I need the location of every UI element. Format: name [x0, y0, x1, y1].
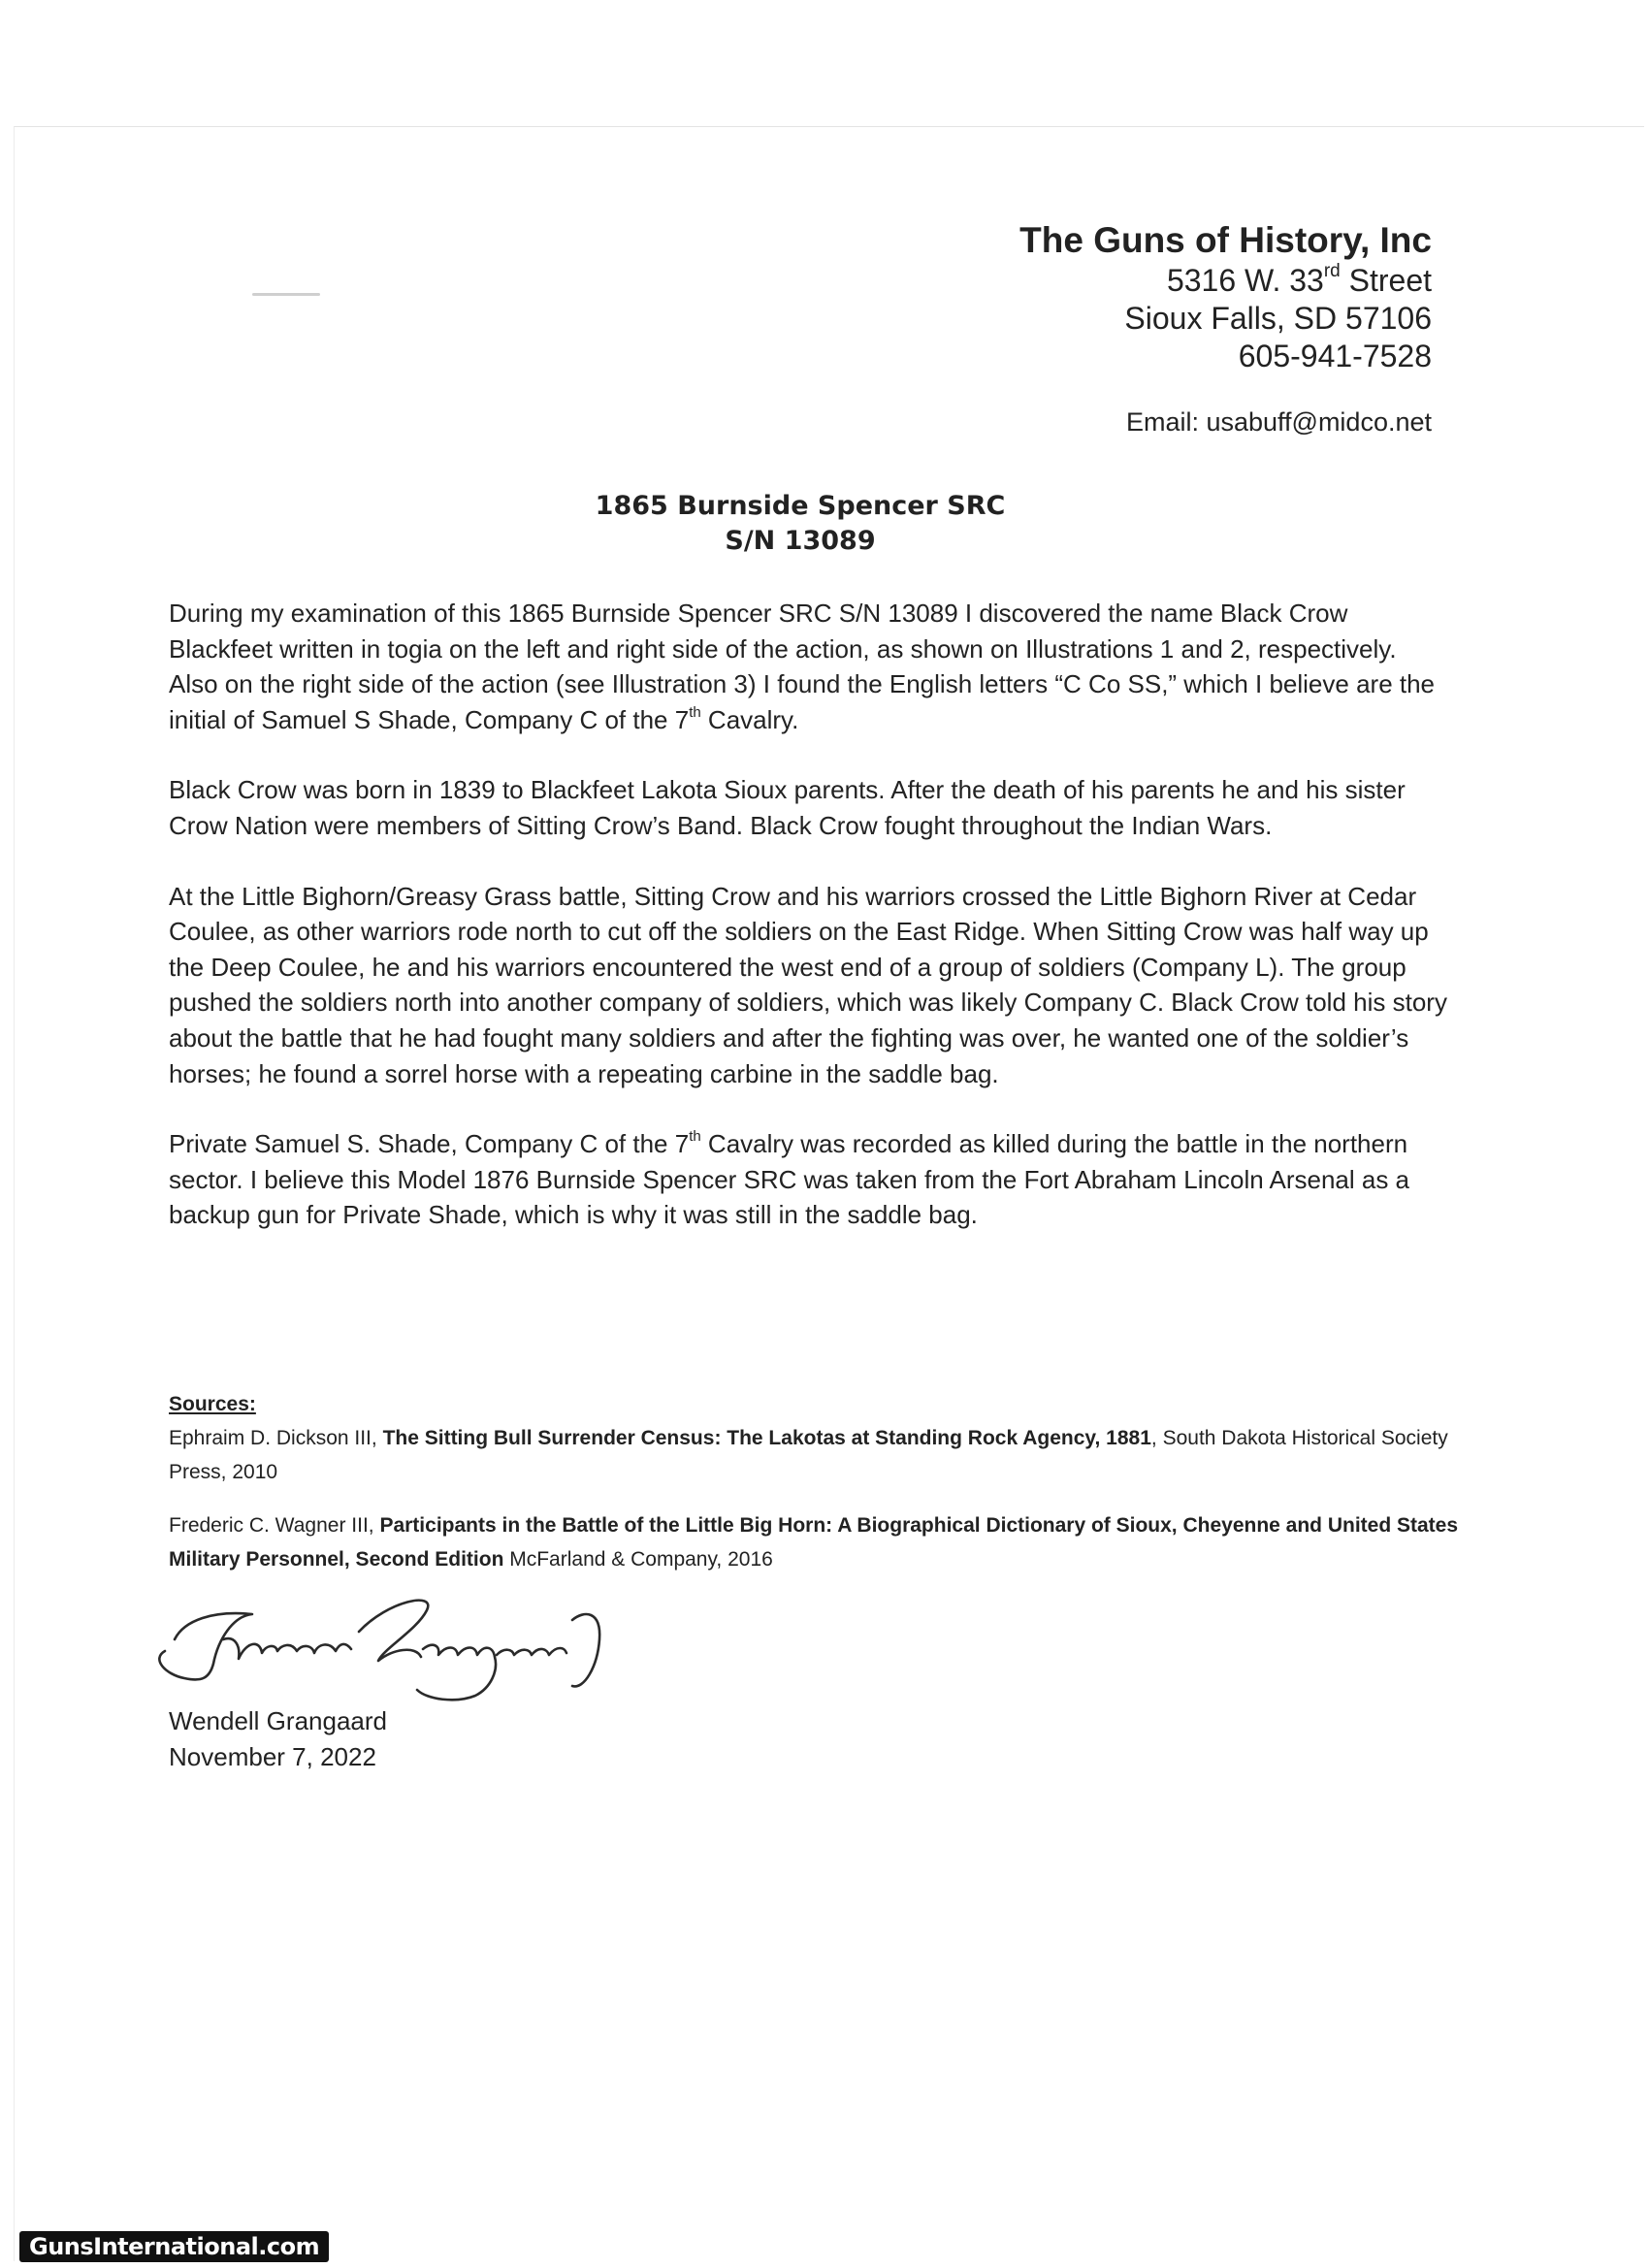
- source-publisher: , South Dakota Historical Society Press, 2010: [169, 1427, 1448, 1483]
- paragraph-1-end: Cavalry.: [700, 704, 799, 734]
- heading-title: 1865 Burnside Spencer SRC: [595, 491, 1006, 521]
- paragraph-1-sup: th: [689, 703, 701, 721]
- street-address: [1019, 262, 1432, 300]
- document-heading: [0, 489, 1600, 559]
- paragraph-1: [169, 596, 1449, 737]
- signer-block: [169, 1703, 387, 1775]
- source-publisher: McFarland & Company, 2016: [503, 1548, 773, 1571]
- heading-serial: S/N 13089: [725, 526, 876, 556]
- paragraph-2: Black Crow was born in 1839 to Blackfeet Lakota Sioux parents. After the death of his parents he and his sister Crow Nation were members of Sitting Crow’s Band. Black Crow fought throughout the Indian Wars.: [169, 775, 1406, 840]
- phone-number: 605-941-7528: [1238, 339, 1432, 373]
- source-work: The Sitting Bull Surrender Census: The Lakotas at Standing Rock Agency, 1881: [382, 1427, 1151, 1449]
- street-number: 5316 W. 33: [1166, 263, 1324, 298]
- source-author: Frederic C. Wagner III,: [169, 1514, 380, 1537]
- email-address: Email: usabuff@midco.net: [1125, 407, 1432, 437]
- paragraph-1-text: During my examination of this 1865 Burnside Spencer SRC S/N 13089 I discovered the name Black Crow Blackfeet written in togia on the left and right side of the action, as shown on Illustrations 1 and 2, respectively. Also on the right side of the action (see Illustration 3) I found the English letters “C Co SS,” which I believe are the initial of Samuel S Shade, Company C of the 7: [169, 599, 1436, 734]
- watermark-logo: GunsInternational.com: [19, 2231, 329, 2262]
- sources-title: Sources:: [169, 1393, 256, 1415]
- signature-date: November 7, 2022: [169, 1742, 376, 1771]
- paragraph-4-end: Cavalry was recorded as killed during the battle in the northern sector. I believe this Model 1876 Burnside Spencer SRC was taken from the Fort Abraham Lincoln Arsenal as a backup gun for Private Shade, which is why it was still in the saddle bag.: [169, 1129, 1410, 1230]
- city-state-zip: Sioux Falls, SD 57106: [1124, 301, 1432, 336]
- street-suffix: rd: [1323, 261, 1341, 281]
- letterhead: [1019, 219, 1432, 438]
- source-work: Participants in the Battle of the Little Big Horn: A Biographical Dictionary of Sioux, Cheyenne and United States Military Personnel, Second Edition: [169, 1514, 1459, 1571]
- scan-smudge: [252, 293, 320, 296]
- source-item: [169, 1508, 1459, 1576]
- street-name: Street: [1340, 263, 1432, 298]
- source-author: Ephraim D. Dickson III,: [169, 1427, 383, 1449]
- company-name: The Guns of History, Inc: [1019, 220, 1432, 260]
- sources-section: [169, 1387, 1459, 1596]
- letter-body: [169, 596, 1449, 1268]
- source-item: [169, 1421, 1459, 1489]
- paragraph-4-text: Private Samuel S. Shade, Company C of the 7: [169, 1129, 690, 1159]
- paragraph-3: At the Little Bighorn/Greasy Grass battle, Sitting Crow and his warriors crossed the Little Bighorn River at Cedar Coulee, as other warriors rode north to cut off the soldiers on the East Ridge. When Sitting Crow was half way up the Deep Coulee, he and his warriors encountered the west end of a group of soldiers (Company L). The group pushed the soldiers north into another company of soldiers, which was likely Company C. Black Crow told his story about the battle that he had fought many soldiers and after the fighting was over, he wanted one of the soldier’s horses; he found a sorrel horse with a repeating carbine in the saddle bag.: [169, 881, 1447, 1088]
- paragraph-4-sup: th: [689, 1128, 701, 1146]
- paragraph-4: [169, 1126, 1449, 1233]
- signer-name: Wendell Grangaard: [169, 1706, 387, 1735]
